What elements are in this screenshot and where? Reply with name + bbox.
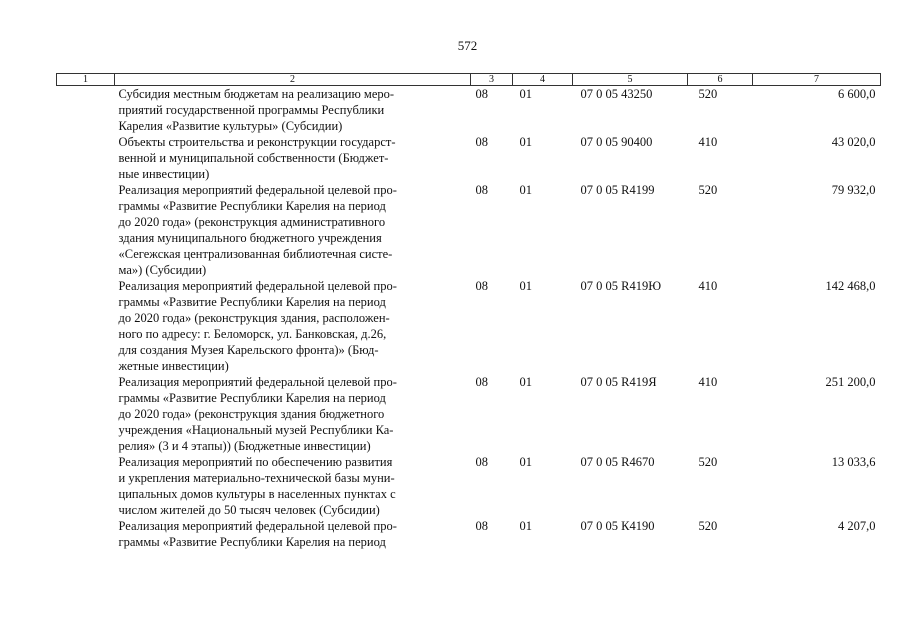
description-line: венной и муниципальной собственности (Бюджет-: [118, 151, 389, 165]
target-article-cell: 07 0 05 К4190: [580, 519, 655, 533]
subsection-code-cell: 01: [519, 135, 532, 149]
table-row: [57, 278, 881, 374]
empty-cell: [57, 134, 115, 182]
amount-cell: 79 932,0: [831, 183, 876, 197]
description-line: граммы «Развитие Республики Карелия на период: [118, 535, 386, 549]
expense-type-cell: 410: [698, 375, 718, 389]
expense-type-cell: 520: [698, 455, 718, 469]
description-line: до 2020 года» (реконструкция здания бюджетного: [118, 407, 385, 421]
column-number: 4: [513, 74, 573, 86]
expense-type-cell: 410: [698, 279, 718, 293]
target-article-cell: 07 0 05 R4670: [580, 455, 655, 469]
description-cell: [115, 518, 471, 550]
empty-cell: [57, 454, 115, 518]
description-line: числом жителей до 50 тысяч человек (Субсидии): [118, 503, 380, 517]
description-line: до 2020 года» (реконструкция здания, расположен-: [118, 311, 390, 325]
expense-type-cell: 520: [698, 87, 718, 101]
subsection-code-cell: 01: [519, 279, 532, 293]
description-cell: [115, 86, 471, 135]
target-article-cell: 07 0 05 43250: [580, 87, 653, 101]
section-code-cell: 08: [475, 519, 488, 533]
subsection-code-cell: 01: [519, 183, 532, 197]
column-number: 2: [115, 74, 471, 86]
expense-type-cell: 520: [698, 183, 718, 197]
description-line: ные инвестиции): [118, 167, 210, 181]
column-number: 1: [57, 74, 115, 86]
description-line: до 2020 года» (реконструкция административного: [118, 215, 386, 229]
column-number: 3: [471, 74, 513, 86]
empty-cell: [57, 86, 115, 135]
column-number: 5: [573, 74, 688, 86]
section-code-cell: 08: [475, 375, 488, 389]
section-code-cell: 08: [475, 455, 488, 469]
description-line: релия» (3 и 4 этапы)) (Бюджетные инвестиции): [118, 439, 371, 453]
column-number: 6: [688, 74, 753, 86]
section-code-cell: 08: [475, 135, 488, 149]
description-line: жетные инвестиции): [118, 359, 229, 373]
description-line: Карелия «Развитие культуры» (Субсидии): [118, 119, 343, 133]
target-article-cell: 07 0 05 R419Ю: [580, 279, 662, 293]
table-row: [57, 134, 881, 182]
table-row: [57, 518, 881, 550]
description-line: здания муниципального бюджетного учреждения: [118, 231, 382, 245]
description-line: Субсидия местным бюджетам на реализацию меро-: [118, 87, 395, 101]
table-row: [57, 454, 881, 518]
description-line: Реализация мероприятий федеральной целевой про-: [118, 519, 397, 533]
description-line: Реализация мероприятий федеральной целевой про-: [118, 279, 397, 293]
description-cell: [115, 374, 471, 454]
description-line: ципальных домов культуры в населенных пунктах с: [118, 487, 396, 501]
description-line: граммы «Развитие Республики Карелия на период: [118, 199, 386, 213]
description-line: граммы «Развитие Республики Карелия на период: [118, 391, 386, 405]
description-cell: [115, 134, 471, 182]
budget-table: [56, 73, 881, 550]
amount-cell: 13 033,6: [831, 455, 876, 469]
target-article-cell: 07 0 05 R419Я: [580, 375, 657, 389]
description-line: Реализация мероприятий федеральной целевой про-: [118, 183, 397, 197]
description-line: и укрепления материально-технической базы муни-: [118, 471, 395, 485]
target-article-cell: 07 0 05 90400: [580, 135, 653, 149]
description-line: для создания Музея Карельского фронта)» (Бюд-: [118, 343, 379, 357]
expense-type-cell: 520: [698, 519, 718, 533]
table-row: [57, 182, 881, 278]
column-number: 7: [753, 74, 881, 86]
target-article-cell: 07 0 05 R4199: [580, 183, 655, 197]
description-line: «Сегежская централизованная библиотечная систе-: [118, 247, 393, 261]
description-line: ного по адресу: г. Беломорск, ул. Банковская, д.26,: [118, 327, 387, 341]
amount-cell: 4 207,0: [838, 519, 876, 533]
column-number-header: [57, 74, 881, 86]
table-row: [57, 86, 881, 135]
table-row: [57, 374, 881, 454]
subsection-code-cell: 01: [519, 87, 532, 101]
description-line: Реализация мероприятий по обеспечению развития: [118, 455, 393, 469]
amount-cell: 43 020,0: [831, 135, 876, 149]
section-code-cell: 08: [475, 183, 488, 197]
description-line: Объекты строительства и реконструкции государст-: [118, 135, 396, 149]
description-line: ма») (Субсидии): [118, 263, 207, 277]
subsection-code-cell: 01: [519, 519, 532, 533]
section-code-cell: 08: [475, 87, 488, 101]
description-cell: [115, 454, 471, 518]
description-line: учреждения «Национальный музей Республики Ка-: [118, 423, 394, 437]
subsection-code-cell: 01: [519, 375, 532, 389]
empty-cell: [57, 182, 115, 278]
page-number: 572: [457, 38, 478, 53]
description-cell: [115, 182, 471, 278]
description-line: Реализация мероприятий федеральной целевой про-: [118, 375, 397, 389]
amount-cell: 6 600,0: [838, 87, 876, 101]
expense-type-cell: 410: [698, 135, 718, 149]
subsection-code-cell: 01: [519, 455, 532, 469]
amount-cell: 251 200,0: [825, 375, 876, 389]
section-code-cell: 08: [475, 279, 488, 293]
description-cell: [115, 278, 471, 374]
empty-cell: [57, 518, 115, 550]
empty-cell: [57, 278, 115, 374]
description-line: приятий государственной программы Республики: [118, 103, 385, 117]
empty-cell: [57, 374, 115, 454]
description-line: граммы «Развитие Республики Карелия на период: [118, 295, 386, 309]
amount-cell: 142 468,0: [825, 279, 876, 293]
